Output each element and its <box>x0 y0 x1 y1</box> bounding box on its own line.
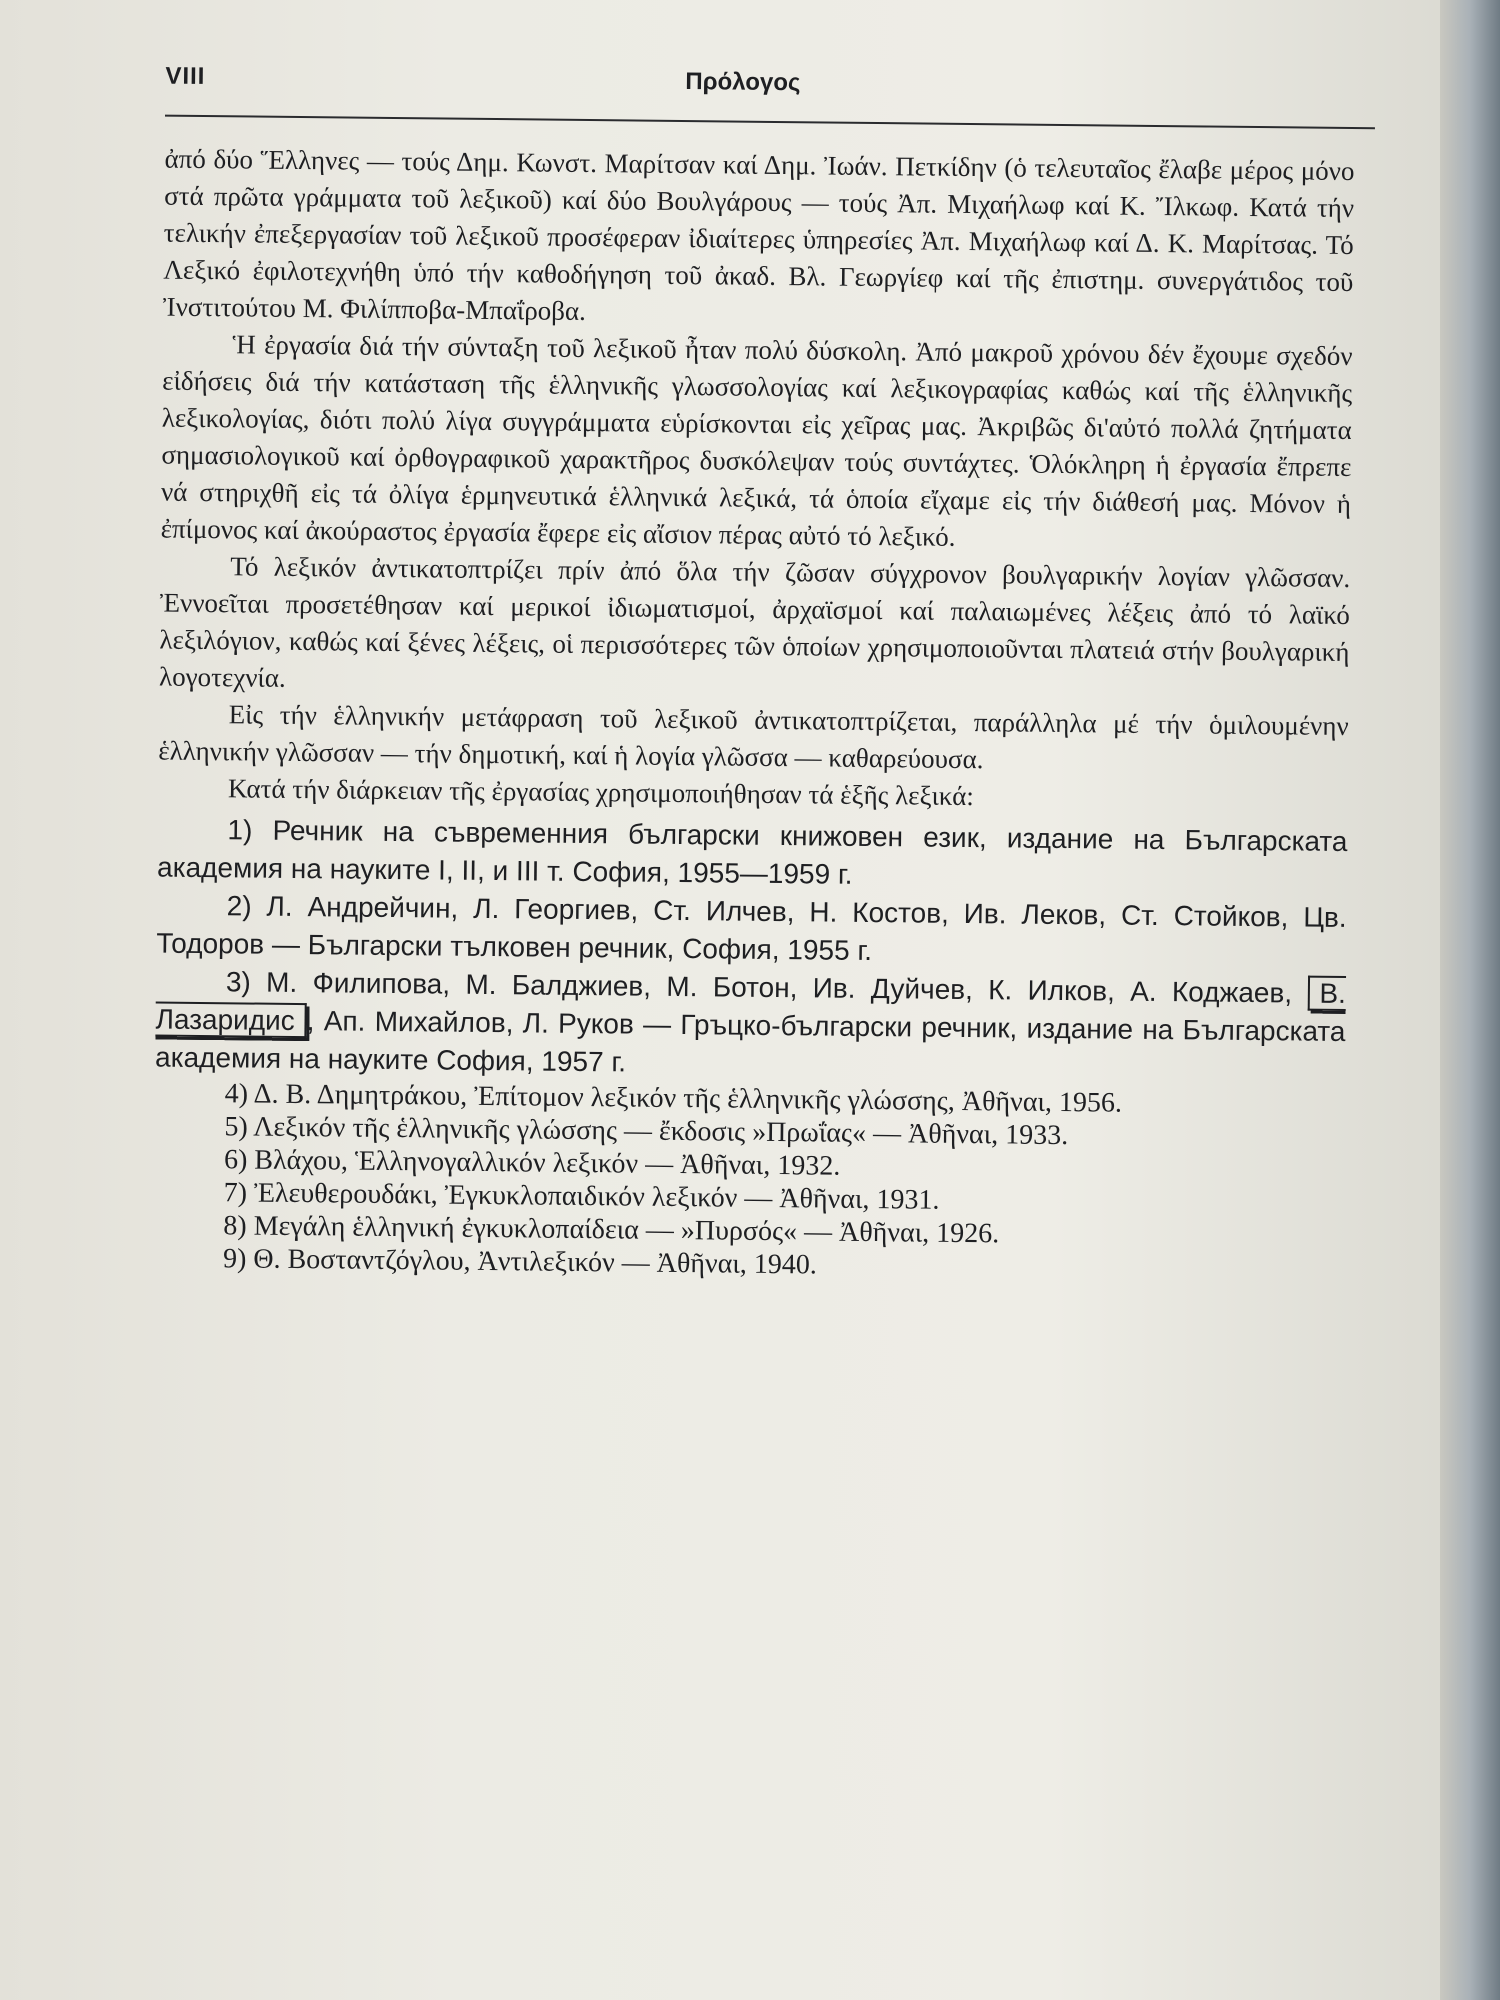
reference-item: 2) Л. Андрейчин, Л. Георгиев, Ст. Илчев, Н. Костов, Ив. Леков, Ст. Стойков, Цв. Тодоров — Български тълковен речник, София, 1955 г. <box>156 890 1347 967</box>
paragraph: Κατά τήν διάρκειαν τῆς ἐργασίας χρησιμοποιήθησαν τά ἑξῆς λεξικά: <box>227 773 975 812</box>
reference-item <box>155 963 1346 1089</box>
paragraph: Εἰς τήν ἑλληνικήν μετάφραση τοῦ λεξικοῦ ἀντικατοπτρίζεται, παράλληλα μέ τήν ὁμιλουμένην ἑλληνικήν γλῶσσαν — τήν δημοτική, καί ἡ λογία γλῶσσα — καθαρεύουσα. <box>158 699 1349 775</box>
reference-item: 1) Речник на съвременния български книжовен език, издание на Българската академия на науките I, II, и III т. София, 1955—1959 г. <box>156 814 1348 890</box>
reference-item: 9) Θ. Βοσταντζόγλου, Ἀντιλεξικόν — Ἀθῆναι, 1940. <box>222 1243 818 1281</box>
reference-item: 5) Λεξικόν τῆς ἑλληνικῆς γλώσσης — ἔκδοσις »Πρωΐας« — Ἀθῆναι, 1933. <box>224 1111 1069 1152</box>
paragraph: Ἡ ἐργασία διά τήν σύνταξη τοῦ λεξικοῦ ἦταν πολύ δύσκολη. Ἀπό μακροῦ χρόνου δέν ἔχουμε σχεδόν εἰδήσεις διά τήν κατάσταση τῆς ἑλληνικῆς γλωσσολογίας καί λεξικογραφίας καθώς καί τῆς ἑλληνικῆς λεξικολογίας, διότι πολύ λίγα συγγράμματα εὑρίσκονται εἰς χεῖρας μας. Ἀκριβῶς δι'αὐτό πολλά ζητήματα σημασιολογικοῦ καί ὀρθογραφικοῦ χαρακτῆρος δυσκόλεψαν τούς συντάχτες. Ὁλόκληρη ἡ ἐργασία ἔπρεπε νά στηριχθῆ εἰς τά ὀλίγα ἑρμηνευτικά ἑλληνικά λεξικά, τά ὁποία εἴχαμε εἰς τήν διάθεσή μας. Μόνον ἡ ἐπίμονος καί ἀκούραστος ἐργασία ἔφερε εἰς αἴσιον πέρας αὐτό τό λεξικό. <box>160 329 1353 552</box>
header-rule <box>165 115 1375 130</box>
boxed-author-name: В. Лазаридис <box>155 976 1346 1039</box>
page-edge <box>1440 0 1500 2000</box>
reference-text: , Ап. Михайлов, Л. Руков — Гръцко-български речник, издание на Българската академия на науките София, 1957 г. <box>154 1005 1346 1078</box>
reference-item: 8) Μεγάλη ἑλληνική ἐγκυκλοπαίδεια — »Πυρσός« — Ἀθῆναι, 1926. <box>223 1210 1000 1250</box>
reference-item: 4) Δ. Β. Δημητράκου, Ἐπίτομον λεξικόν τῆς ἑλληνικῆς γλώσσης, Ἀθῆναι, 1956. <box>224 1078 1123 1119</box>
reference-text: 3) М. Филипова, М. Балджиев, М. Ботон, Ив. Дуйчев, К. Илков, А. Коджаев, <box>225 966 1293 1009</box>
running-header <box>165 51 1376 124</box>
page-body <box>153 141 1355 1287</box>
paragraph: Τό λεξικόν ἀντικατοπτρίζει πρίν ἀπό ὅλα τήν ζῶσαν σύγχρονον βουλγαρικήν λογίαν γλῶσσαν. Ἐννοεῖται προσετέθησαν καί μερικοί ἰδιωματισμοί, ἀρχαϊσμοί καί παλαιωμένες λέξεις ἀπό τό λαϊκό λεξιλόγιον, καθώς καί ξένες λέξεις, οἱ περισσότερες τῶν ὁποίων χρησιμοποιοῦνται πλατειά στήν βουλγαρική λογοτεχνία. <box>158 551 1351 693</box>
running-title: Πρόλογος <box>685 68 801 97</box>
book-page <box>89 20 1409 1994</box>
reference-item: 6) Βλάχου, Ἑλληνογαλλικόν λεξικόν — Ἀθῆναι, 1932. <box>223 1144 841 1182</box>
reference-item: 7) Ἐλευθερουδάκι, Ἐγκυκλοπαιδικόν λεξικόν — Ἀθῆναι, 1931. <box>223 1177 940 1216</box>
paragraph: ἀπό δύο Ἕλληνες — τούς Δημ. Κωνστ. Μαρίτσαν καί Δημ. Ἰωάν. Πετκίδην (ὁ τελευταῖος ἔλαβε μέρος μόνο στά πρῶτα γράμματα τοῦ λεξικοῦ) καί δύο Βουλγάρους — τούς Ἀπ. Μιχαήλωφ καί Κ. Ἴλκωφ. Κατά τήν τελικήν ἐπεξεργασίαν τοῦ λεξικοῦ προσέφεραν ἰδιαίτερες ὑπηρεσίες Ἀπ. Μιχαήλωφ καί Δ. Κ. Μαρίτσας. Τό Λεξικό ἐφιλοτεχνήθη ὑπό τήν καθοδήγηση τοῦ ἀκαδ. Βλ. Γεωργίεφ καί τῆς ἐπιστημ. συνεργάτιδος τοῦ Ἰνστιτούτου Μ. Φιλίπποβα-Μπαΐροβα. <box>162 143 1355 326</box>
reference-list <box>153 811 1348 1287</box>
page-number: VIII <box>165 62 206 91</box>
